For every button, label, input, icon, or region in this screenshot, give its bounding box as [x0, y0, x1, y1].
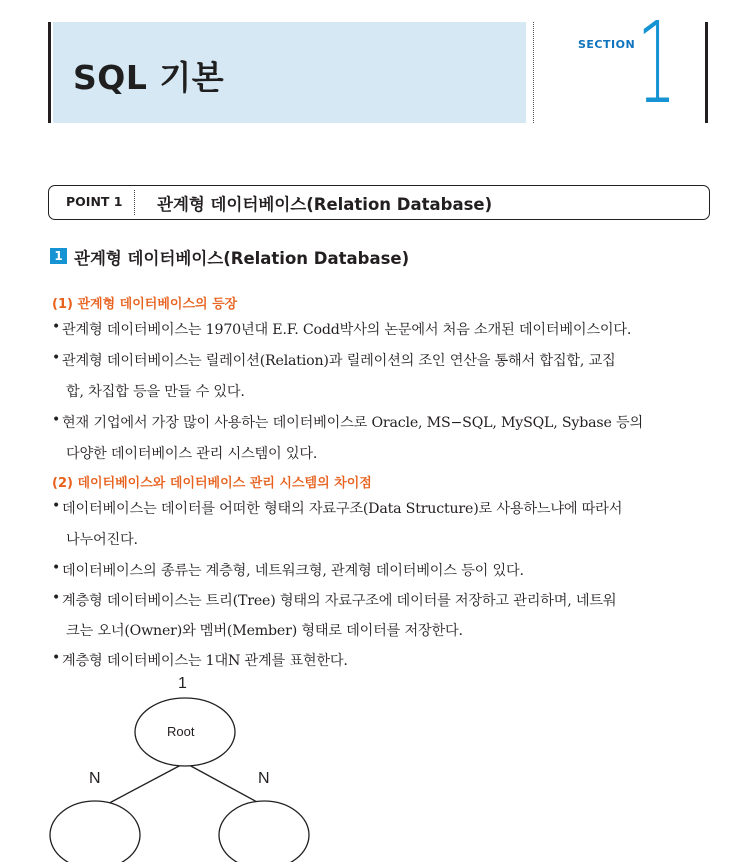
page-title: SQL 기본 [73, 58, 225, 97]
body-line: 현재 기업에서 가장 많이 사용하는 데이터베이스로 Oracle, MS−SQL, MySQL, Sybase 등의 [62, 415, 643, 431]
subsection-title: (1) 관계형 데이터베이스의 등장 [52, 297, 238, 312]
right-child-node [219, 801, 309, 862]
body-line: 계층형 데이터베이스는 트리(Tree) 형태의 자료구조에 데이터를 저장하고 관리하며, 네트워 [62, 593, 617, 609]
bullet: • [52, 650, 61, 666]
bullet: • [52, 412, 61, 428]
heading-number-badge: 1 [50, 248, 67, 264]
section-number: 1 [637, 0, 677, 129]
bullet: • [52, 350, 61, 366]
diagram-root-label: Root [167, 724, 195, 739]
body-line: 데이터베이스는 데이터를 어떠한 형태의 자료구조(Data Structure)로 사용하느냐에 따라서 [62, 501, 623, 517]
body-line: 관계형 데이터베이스는 1970년대 E.F. Codd박사의 논문에서 처음 소개된 데이터베이스이다. [62, 322, 632, 338]
point-title: 관계형 데이터베이스(Relation Database) [157, 195, 493, 214]
bullet: • [52, 560, 61, 576]
body-line: 계층형 데이터베이스는 1대N 관계를 표현한다. [62, 653, 348, 669]
body-line: 크는 오너(Owner)와 멤버(Member) 형태로 데이터를 저장한다. [66, 623, 463, 639]
heading-title: 관계형 데이터베이스(Relation Database) [74, 249, 410, 268]
diagram-right-label: N [258, 770, 270, 787]
body-line: 나누어진다. [66, 532, 138, 548]
body-line: 다양한 데이터베이스 관리 시스템이 있다. [66, 446, 318, 462]
diagram-top-label: 1 [178, 675, 187, 692]
body-line: 데이터베이스의 종류는 계층형, 네트워크형, 관계형 데이터베이스 등이 있다. [62, 563, 524, 579]
section-label: SECTION [578, 38, 636, 51]
subsection-title: (2) 데이터베이스와 데이터베이스 관리 시스템의 차이점 [52, 476, 372, 491]
diagram-left-label: N [89, 770, 101, 787]
body-line: 관계형 데이터베이스는 릴레이션(Relation)과 릴레이션의 조인 연산을 통해서 합집합, 교집 [62, 353, 616, 369]
edge-left [100, 765, 181, 808]
bullet: • [52, 590, 61, 606]
bullet: • [52, 498, 61, 514]
left-child-node [50, 801, 140, 862]
body-line: 합, 차집합 등을 만들 수 있다. [66, 384, 245, 400]
point-label: POINT 1 [66, 194, 123, 209]
bullet: • [52, 319, 61, 335]
